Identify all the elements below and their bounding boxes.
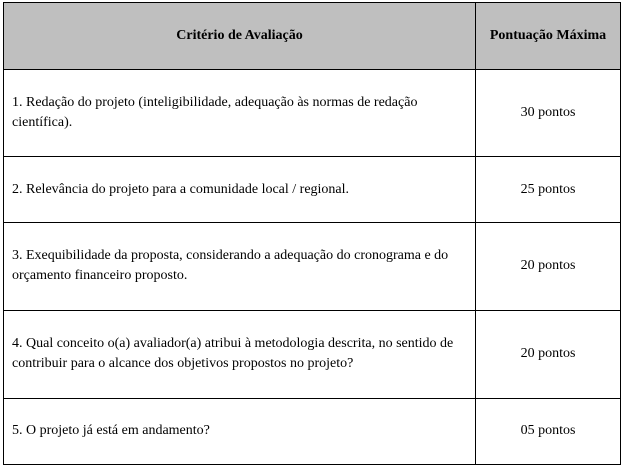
table-body [4, 70, 621, 465]
table-row [4, 310, 621, 398]
criterion-cell: 4. Qual conceito o(a) avaliador(a) atribui à metodologia descrita, no sentido de contribuir para o alcance dos objetivos propostos no projeto? [4, 310, 476, 398]
criterion-cell: 2. Relevância do projeto para a comunidade local / regional. [4, 157, 476, 223]
table-row [4, 223, 621, 310]
criterion-column-header: Critério de Avaliação [4, 3, 476, 70]
evaluation-criteria-table-container [3, 2, 620, 465]
max-score-cell: 05 pontos [476, 398, 621, 464]
max-score-cell: 30 pontos [476, 70, 621, 157]
table-row [4, 398, 621, 464]
header-row [4, 3, 621, 70]
max-score-cell: 20 pontos [476, 223, 621, 310]
table-row [4, 157, 621, 223]
max-score-cell: 20 pontos [476, 310, 621, 398]
max-score-cell: 25 pontos [476, 157, 621, 223]
criterion-cell: 5. O projeto já está em andamento? [4, 398, 476, 464]
criterion-cell: 1. Redação do projeto (inteligibilidade, adequação às normas de redação científica). [4, 70, 476, 157]
table-header [4, 3, 621, 70]
criterion-cell: 3. Exequibilidade da proposta, considerando a adequação do cronograma e do orçamento financeiro proposto. [4, 223, 476, 310]
evaluation-criteria-table [3, 2, 621, 465]
table-row [4, 70, 621, 157]
max-score-column-header: Pontuação Máxima [476, 3, 621, 70]
